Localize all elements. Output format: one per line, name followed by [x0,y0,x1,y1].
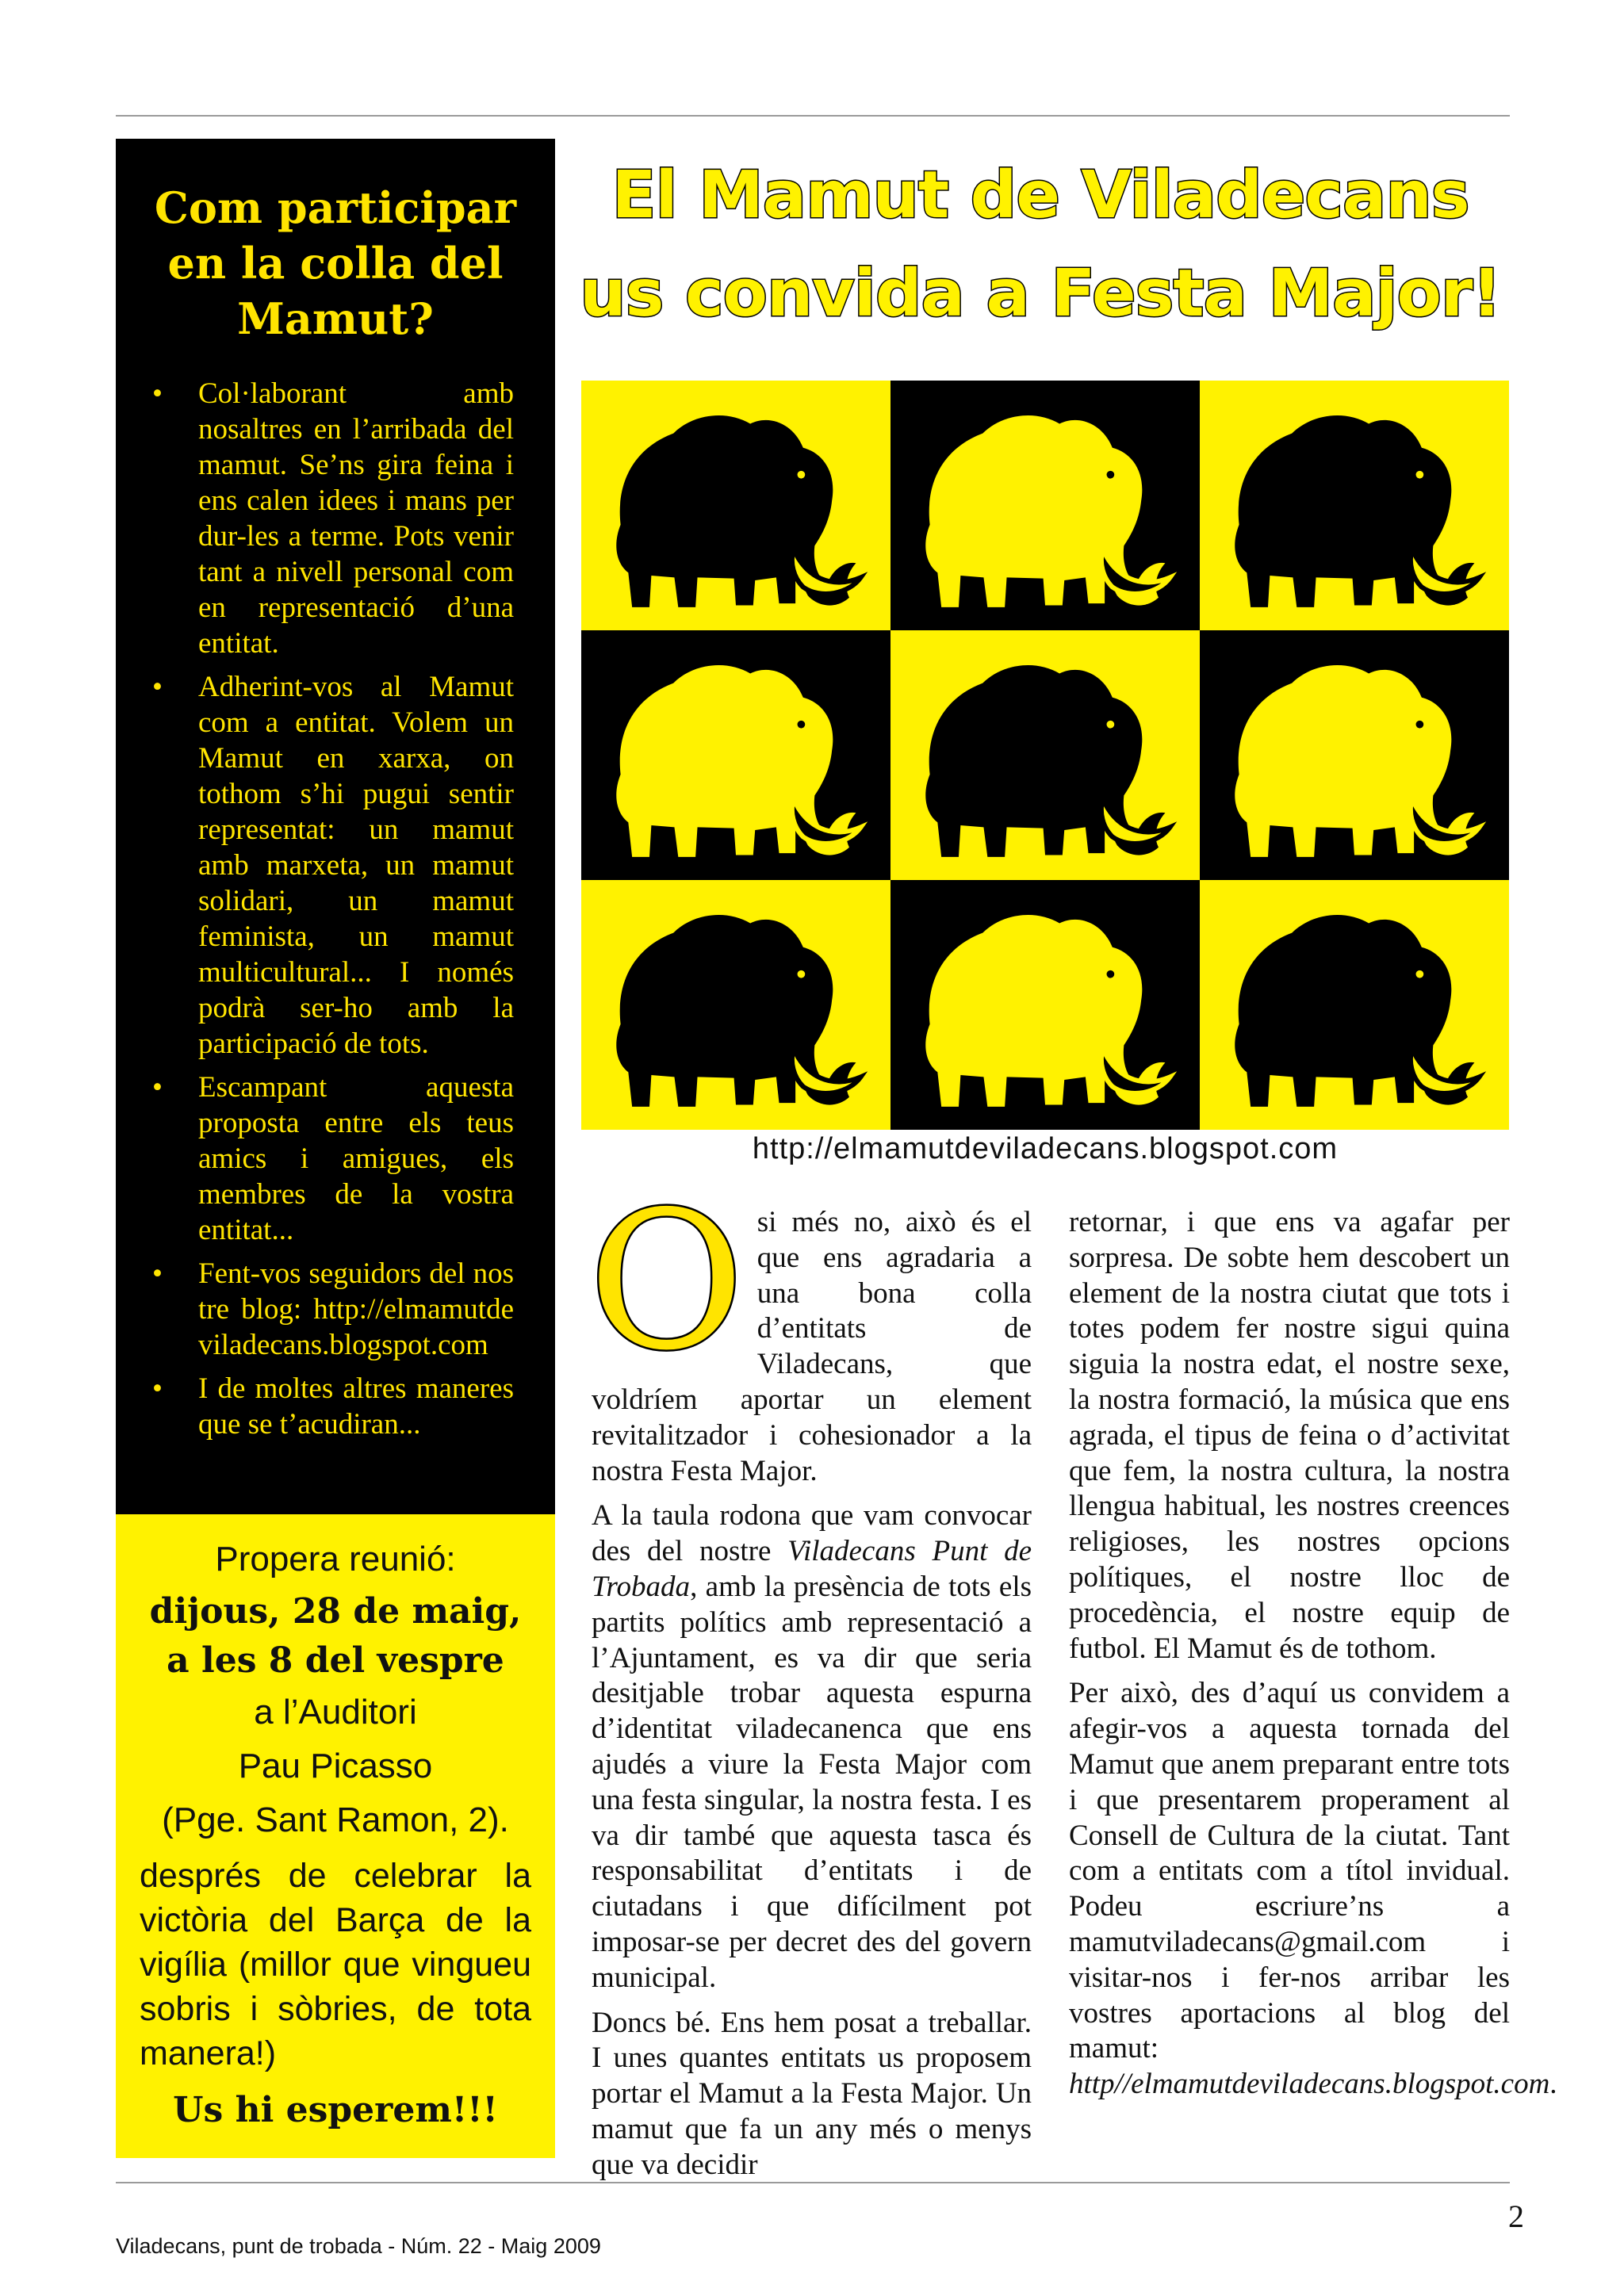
meeting-box [116,1514,555,2158]
meeting-date-line1: dijous, 28 de maig, [149,1591,522,1632]
mammoth-icon [1200,880,1509,1130]
meeting-date [140,1587,531,1686]
mosaic-tile [1200,880,1509,1130]
article-paragraph: Doncs bé. Ens hem posat a treballar. I unes quantes entitats us proposem portar el Mamut a la Festa Major. Un mamut que fa un any més o menys que va decidir [592,2006,1032,2181]
meeting-cta: Us hi esperem!!! [173,2090,498,2130]
mammoth-mosaic-image [581,381,1509,1130]
mosaic-tile [891,880,1200,1130]
sidebar-participate-box [116,139,555,1514]
list-item [147,1070,514,1248]
mammoth-icon [1200,381,1509,630]
mosaic-tile [581,381,891,630]
title-line1: El Mamut de Viladecans [611,158,1469,233]
meeting-place-line3: (Pge. Sant Ramon, 2). [162,1800,509,1839]
article-paragraph: Per això, des d’aquí us convidem a afegir-vos a aquesta tornada del Mamut que anem preparant entre tots i que presentarem properament al Consell de Cultura de la ciutat. Tant com a entitats com a títol invidual. Podeu escriure’ns a mamutviladecans@gmail.com i visitar-nos i fer-nos arribar les vostres aportacions al blog del mamut: http//elmamutdeviladecans.blogspot.com. [1069,1677,1557,2101]
article-paragraph: A la taula rodona que vam convocar des del nostre Viladecans Punt de Trobada, amb la presència de tots els partits polítics amb representació a l’Ajuntament, es va dir que seria desitjable trobar aquesta espurna d’identitat viladecanenca que ens ajudés a viure la Festa Major com una festa singular, la nostra festa. I es va dir també que aquesta tasca és responsabilitat d’entitats i de ciutadans i que difícilment pot imposar-se per decret des del govern municipal. [592,1499,1032,1994]
meeting-note: després de celebrar la victòria del Barça de la vigília (millor que vingueu sobris i sòbries, de tota manera!) [140,1857,531,2072]
mammoth-icon [891,880,1200,1130]
mosaic-tile [581,880,891,1130]
bullet-icon: • [152,1070,163,1104]
article-paragraph: retornar, i que ens va agafar per sorpresa. De sobte hem descobert un element de la nostra ciutat que tots i totes podem fer nostre sigui quina siguia la nostra edat, el nostre sexe, la nostra formació, la música que ens agrada, el tipus de feina o d’activitat que fem, la nostra cultura, la nostra llengua habitual, les nostres creences religioses, les nostres opcions polítiques, el nostre lloc de procedència, el nostre equip de futbol. El Mamut és de tothom. [1069,1206,1510,1665]
meeting-heading: Propera reunió: [215,1540,456,1578]
list-item-text: Escampant aquesta proposta entre els teus amics i amigues, els membres de la vostra entitat... [198,1070,514,1246]
meeting-date-line2: a les 8 del vespre [167,1640,504,1681]
list-item [147,1256,514,1363]
title-line2: us convida a Festa Major! [580,256,1501,331]
mosaic-tile [581,630,891,880]
sidebar-list [147,376,514,1442]
page-title [571,147,1510,343]
mammoth-icon [891,381,1200,630]
list-item-text: Col·laborant amb nosaltres en l’arribada del mamut. Se’ns gira feina i ens calen idees i mans per dur-les a terme. Pots venir tant a nivell personal com en representació d’una entitat. [198,377,514,660]
footer-publication: Viladecans, punt de trobada - Núm. 22 - Maig 2009 [116,2234,601,2258]
page-number: 2 [1508,2198,1524,2234]
mammoth-icon [581,381,891,630]
top-rule [116,115,1510,117]
article-paragraph: Osi més no, això és el que ens agradaria a una bona colla d’entitats de Viladecans, que voldríem aportar un element revitalitzador i cohesionador a la nostra Festa Major. [588,1170,1032,1487]
bullet-icon: • [152,1257,163,1290]
mammoth-icon [581,630,891,880]
article-column-1 [588,1170,1032,2193]
article-column-2 [1069,1205,1557,2112]
mosaic-tile [1200,381,1509,630]
list-item-text: I de moltes altres maneres que se t’acudiran... [198,1372,514,1441]
bullet-icon: • [152,377,163,410]
mammoth-icon [891,630,1200,880]
dropcap: O [588,1170,745,1392]
list-item [147,1371,514,1442]
mosaic-tile [1200,630,1509,880]
image-caption-url: http://elmamutdeviladecans.blogspot.com [752,1132,1339,1165]
mosaic-tile [891,381,1200,630]
mammoth-icon [581,880,891,1130]
list-item [147,376,514,661]
bullet-icon: • [152,1372,163,1405]
list-item-text: Fent-vos seguidors del nostre blog: http://elmamutdeviladecans.blogspot.com [198,1257,514,1361]
mosaic-tile [891,630,1200,880]
mammoth-icon [1200,630,1509,880]
list-item [147,669,514,1062]
list-item-text: Adherint-vos al Mamut com a entitat. Volem un Mamut en xarxa, on tothom s’hi pugui sentir representat: un mamut amb marxeta, un mamut solidari, un mamut feminista, un mamut multicultural... I només podrà ser-ho amb la participació de tots. [198,670,514,1060]
meeting-place-line2: Pau Picasso [238,1747,433,1785]
meeting-place-line1: a l’Auditori [254,1693,417,1732]
bottom-rule [116,2182,1510,2183]
bullet-icon: • [152,670,163,703]
sidebar-title: Com participar en la colla del Mamut? [154,182,517,345]
